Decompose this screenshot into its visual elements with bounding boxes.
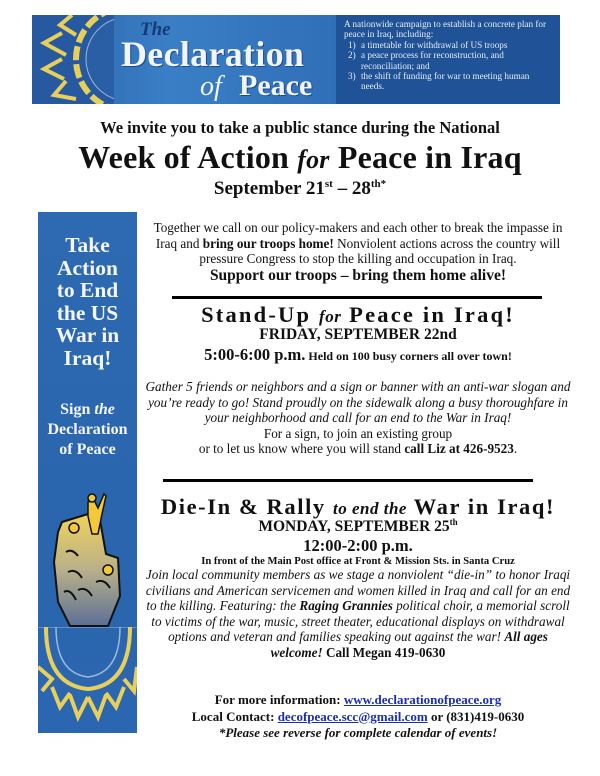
week-dates: September $21st - 28^{th*}$ — [213, 178, 387, 199]
logo-of: of — [200, 71, 222, 102]
page-title: Week of Action for Peace in Iraq — [78, 139, 522, 175]
event-date: MONDAY, SEPTEMBER 25th — [258, 517, 458, 535]
invite-line: We invite you to take a public stance during the National — [100, 118, 500, 137]
reverse-note: *Please see reverse for complete calendar of events! — [218, 725, 498, 740]
sun-emblem-bottom-icon — [38, 627, 137, 739]
event-title: Stand-Up for Peace in Iraq! — [201, 302, 515, 327]
campaign-intro: A nationwide campaign to establish a concrete plan for peace in Iraq, including: — [344, 19, 547, 40]
divider — [172, 296, 542, 299]
raging-grannies: Raging Grannies — [299, 598, 393, 614]
sun-emblem-icon — [32, 15, 114, 104]
campaign-goals-list — [344, 40, 554, 92]
crowd-illustration-icon — [48, 492, 128, 632]
footer-contact: For more information: www.declarationofpeace.org Local Contact: decofpeace.scc@gmail.com or (831)419-0630 *Please see reverse for complete calendar of events! — [144, 692, 572, 742]
intro-paragraph: Together we call on our policy-makers and each other to break the impasse in Iraq and bring our troops home! Nonviolent actions across the country will pressure Congress to stop the killing and occupation in Iraq. Support our troops – bring them home alive! — [144, 220, 572, 283]
event-description: Join local community members as we stage a nonviolent “die-in” to honor Iraqi civilians and American servicemen and women killed in Iraq and call for an end to the killing. Featuring: the Raging Grannies political choir, a memorial scroll to victims of the war, music, street theater, educational displays on withdrawal options and veteran and families speaking out against the war! All ages welcome! Call Megan 419-0630 — [145, 567, 571, 660]
logo-the: The — [140, 19, 171, 40]
logo-declaration: Declaration — [121, 34, 305, 74]
event-location: In front of the Main Post office at Front & Mission Sts. in Santa Cruz — [201, 556, 515, 567]
side-banner — [38, 212, 137, 739]
event-title: Die-In & Rally to end the War in Iraq! — [160, 494, 556, 519]
website-link[interactable]: www.declarationofpeace.org — [343, 692, 502, 707]
email-link[interactable]: decofpeace.scc@gmail.com — [277, 708, 428, 724]
liz-phone: call Liz at 426-9523 — [404, 441, 514, 457]
event-stand-up — [144, 302, 572, 457]
divider — [163, 479, 533, 482]
banner-take-action-text: Take Action to End the US War in Iraq! — [55, 233, 120, 370]
event-description: Gather 5 friends or neighbors and a sign or banner with an anti-war slogan and you’re ready to go! Stand proudly on the sidewalk along a busy thoroughfare in your neighborhood and call for an end to the War in Iraq! — [145, 379, 571, 426]
logo-peace: Peace — [239, 69, 313, 102]
campaign-goal: 1) a timetable for withdrawal of US troops — [348, 39, 508, 50]
event-date: FRIDAY, SEPTEMBER 22nd — [259, 326, 457, 343]
event-die-in-rally — [144, 494, 572, 661]
campaign-goal: 3) the shift of funding for war to meeting human needs. — [348, 71, 530, 92]
declaration-of-peace-logo — [32, 15, 336, 104]
event-time: 5:00-6:00 p.m. Held on 100 busy corners all over town! — [204, 345, 512, 364]
banner-sign-declaration-text: Sign the Declaration of Peace — [47, 401, 128, 458]
campaign-goal: 2) a peace process for reconstruction, and reconciliation; and — [348, 50, 504, 71]
megan-phone: Call Megan 419-0630 — [322, 644, 446, 660]
event-time: 12:00-2:00 p.m. — [303, 536, 413, 555]
event-contact: For a sign, to join an existing group or to let us know where you will stand call Liz at 426-9523. — [198, 425, 518, 457]
campaign-description — [336, 15, 560, 104]
support-troops-slogan: Support our troops – bring them home alive! — [209, 266, 507, 284]
